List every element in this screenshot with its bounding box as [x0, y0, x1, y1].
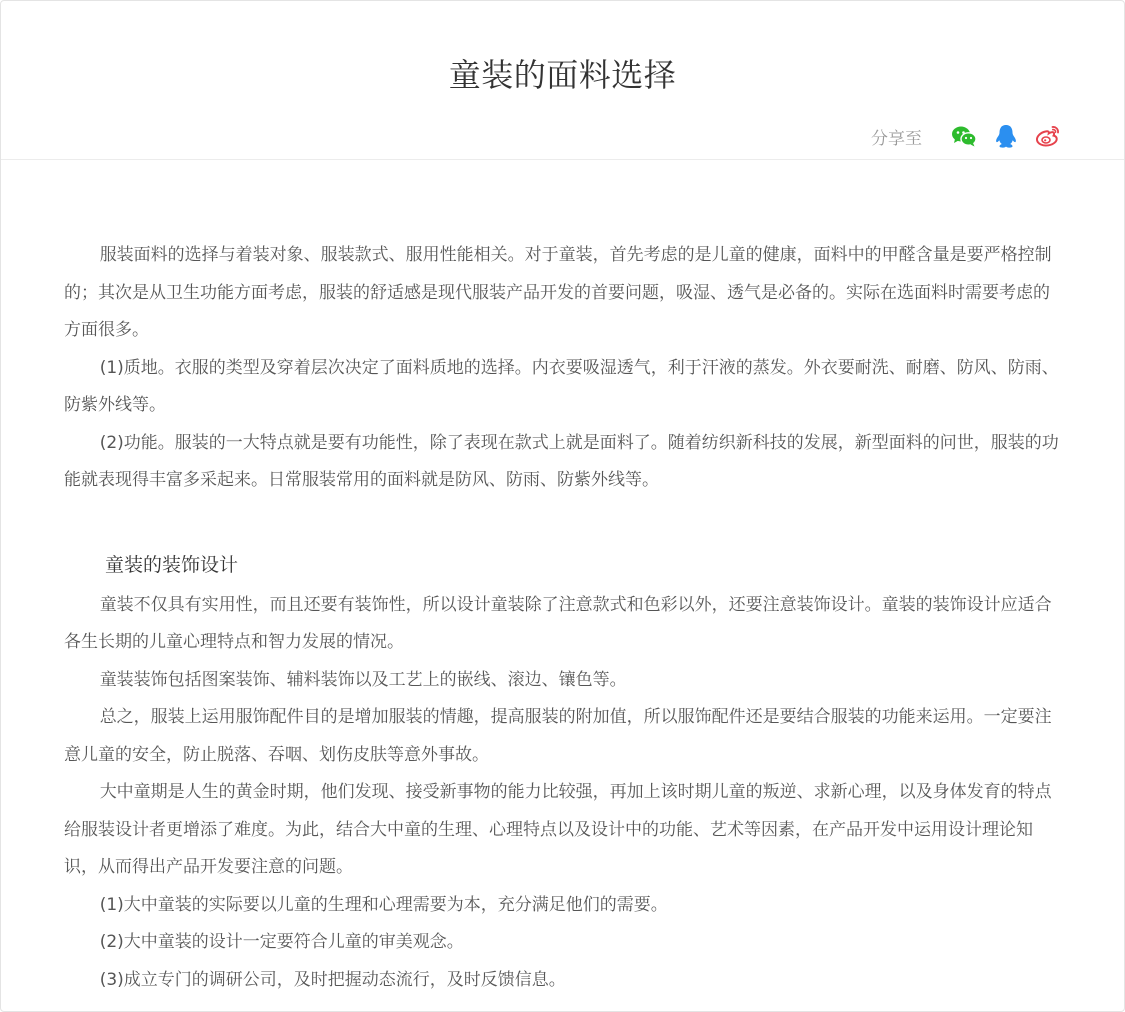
paragraph: 大中童期是人生的黄金时期，他们发现、接受新事物的能力比较强，再加上该时期儿童的叛逆、求新心理，以及身体发育的特点给服装设计者更增添了难度。为此，结合大中童的生理、心理特点以及设计中的功能、艺术等因素，在产品开发中运用设计理论知识，从而得出产品开发要注意的问题。: [64, 782, 1052, 877]
wechat-icon[interactable]: [950, 122, 978, 150]
section-heading: 童装的装饰设计: [105, 553, 239, 576]
qq-icon[interactable]: [992, 122, 1020, 150]
paragraph: (1)质地。衣服的类型及穿着层次决定了面料质地的选择。内衣要吸湿透气，利于汗液的蒸发。外衣要耐洗、耐磨、防风、防雨、防紫外线等。: [64, 357, 1059, 415]
paragraph: (1)大中童装的实际要以儿童的生理和心理需要为本，充分满足他们的需要。: [99, 894, 668, 915]
paragraph: (2)功能。服装的一大特点就是要有功能性，除了表现在款式上就是面料了。随着纺织新科技的发展，新型面料的问世，服装的功能就表现得丰富多采起来。日常服装常用的面料就是防风、防雨、防紫外线等。: [64, 432, 1059, 490]
paragraph: 童装装饰包括图案装饰、辅料装饰以及工艺上的嵌线、滚边、镶色等。: [99, 669, 627, 690]
paragraph: 服装面料的选择与着装对象、服装款式、服用性能相关。对于童装，首先考虑的是儿童的健康，面料中的甲醛含量是要严格控制的；其次是从卫生功能方面考虑，服装的舒适感是现代服装产品开发的首要问题，吸湿、透气是必备的。实际在选面料时需要考虑的方面很多。: [64, 245, 1052, 340]
article-body: [64, 237, 1064, 999]
article-header: [1, 1, 1124, 160]
paragraph: (3)成立专门的调研公司，及时把握动态流行，及时反馈信息。: [99, 969, 566, 990]
article-title: 童装的面料选择: [448, 56, 677, 94]
share-label: 分享至: [871, 128, 922, 149]
paragraph: 总之，服装上运用服饰配件目的是增加服装的情趣，提高服装的附加值，所以服饰配件还是要结合服装的功能来运用。一定要注意儿童的安全，防止脱落、吞咽、划伤皮肤等意外事故。: [64, 707, 1052, 765]
paragraph: (2)大中童装的设计一定要符合儿童的审美观念。: [99, 932, 464, 952]
share-bar: [871, 121, 1062, 151]
paragraph: 童装不仅具有实用性，而且还要有装饰性，所以设计童装除了注意款式和色彩以外，还要注意装饰设计。童装的装饰设计应适合各生长期的儿童心理特点和智力发展的情况。: [64, 594, 1052, 652]
weibo-icon[interactable]: [1034, 122, 1062, 150]
